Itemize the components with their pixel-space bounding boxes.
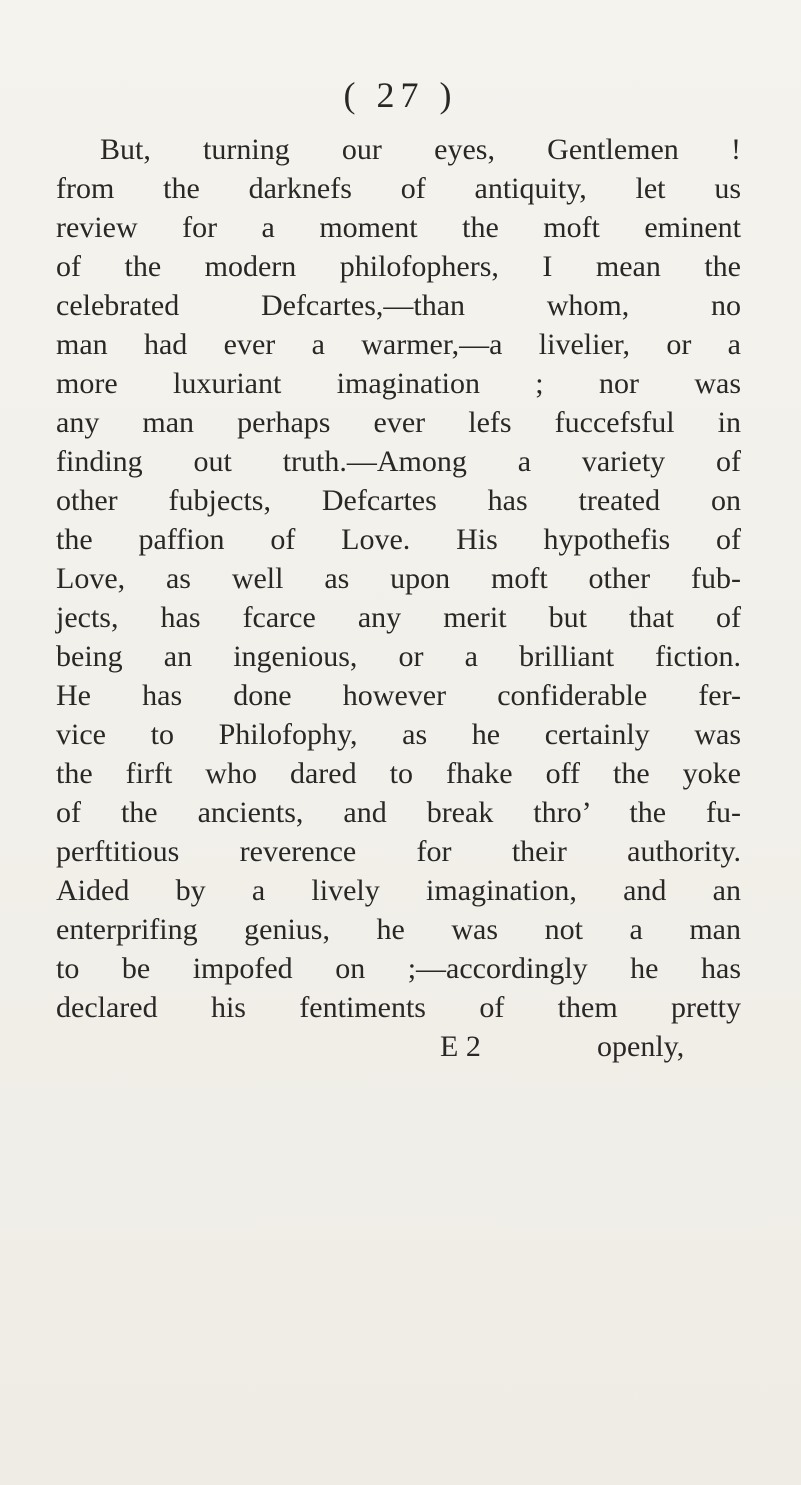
- text-line: vice to Philofophy, as he certainly was: [56, 718, 741, 751]
- text-line: celebrated Defcartes,—than whom, no: [56, 289, 741, 322]
- text-line: He has done however confiderable fer-: [56, 679, 741, 712]
- text-line: man had ever a warmer,—a livelier, or a: [56, 328, 741, 361]
- text-line: But, turning our eyes, Gentlemen !: [100, 133, 741, 166]
- page-number: ( 27 ): [343, 75, 458, 115]
- text-line: finding out truth.—Among a variety of: [56, 445, 741, 478]
- text-line: to be impofed on ;—accordingly he has: [56, 952, 741, 985]
- text-line: Love, as well as upon moft other fub-: [56, 562, 741, 595]
- text-line: Aided by a lively imagination, and an: [56, 874, 741, 907]
- text-line: declared his fentiments of them pretty: [56, 991, 741, 1024]
- text-line: enterprifing genius, he was not a man: [56, 913, 741, 946]
- text-line: of the modern philofophers, I mean the: [56, 250, 741, 283]
- text-line: jects, has fcarce any merit but that of: [56, 601, 741, 634]
- text-line: the paffion of Love. His hypothefis of: [56, 523, 741, 556]
- text-line: more luxuriant imagination ; nor was: [56, 367, 741, 400]
- footer-line: [0, 1027, 801, 1067]
- catchword: openly,: [597, 1030, 685, 1063]
- text-line: any man perhaps ever lefs fuccefsful in: [56, 406, 741, 439]
- text-line: other fubjects, Defcartes has treated on: [56, 484, 741, 517]
- text-line: perftitious reverence for their authority.: [56, 835, 741, 868]
- text-line: review for a moment the moft eminent: [56, 211, 741, 244]
- text-line: from the darknefs of antiquity, let us: [56, 172, 741, 205]
- text-line: being an ingenious, or a brilliant fiction.: [56, 640, 741, 673]
- text-line: the firft who dared to fhake off the yoke: [56, 757, 741, 790]
- text-line: of the ancients, and break thro’ the fu-: [56, 796, 741, 829]
- signature-mark: E 2: [440, 1030, 481, 1063]
